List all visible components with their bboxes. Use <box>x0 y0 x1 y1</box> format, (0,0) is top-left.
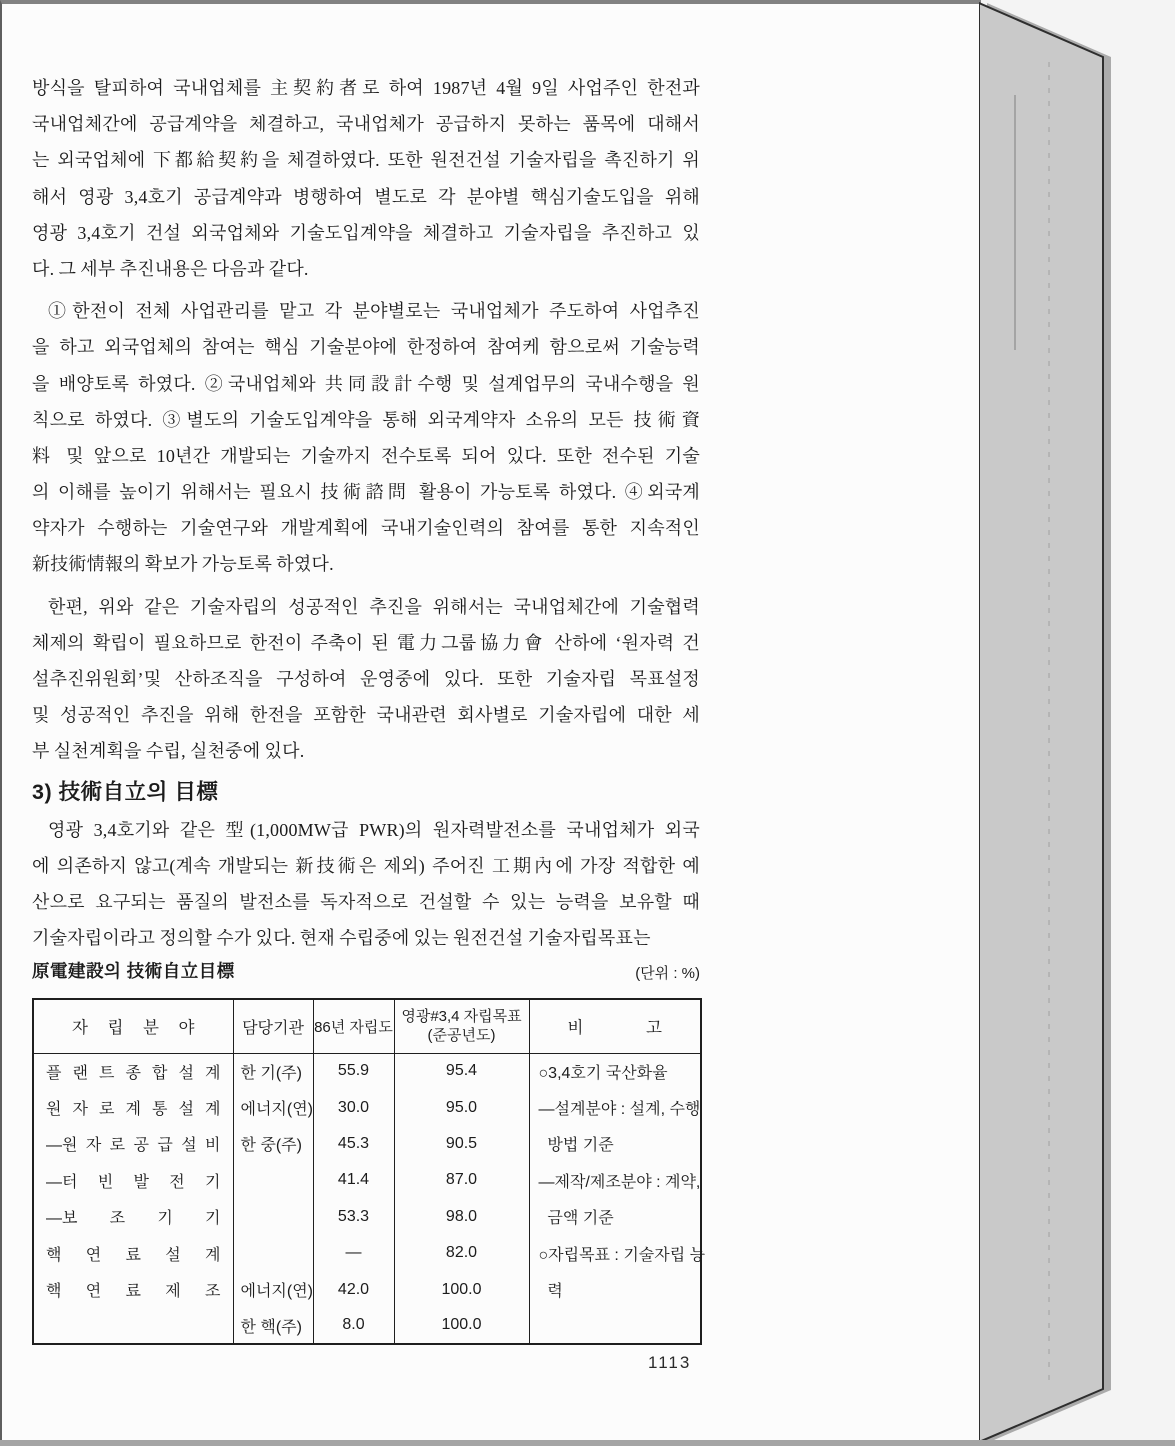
table-cell: ―원 자 로 공 급 설 비 <box>46 1137 221 1155</box>
table-cell <box>33 1308 233 1344</box>
table-cell: 95.0 <box>394 1089 529 1125</box>
table-caption-row <box>32 958 700 983</box>
table-cell: 53.3 <box>313 1199 394 1235</box>
text-line: 기술자립이라고 정의할 수가 있다. 현재 수립중에 있는 원전건설 기술자립목표는 <box>32 928 651 949</box>
table-cell: 87.0 <box>394 1162 529 1198</box>
book-edge-pages <box>979 3 1103 1442</box>
table-cell: 플 랜 트 종 합 설 계 <box>46 1064 221 1082</box>
text-line: 칙으로 하였다. ③별도의 기술도입계약을 통해 외국계약자 소유의 모든 技術資 <box>32 409 700 430</box>
unit-label: (단위 : %) <box>635 965 700 982</box>
table-cell: 에너지(연) <box>233 1271 313 1307</box>
text-line: 영광 3,4호기 건설 외국업체와 기술도입계약을 체결하고 기술자립을 추진하고 있 <box>32 222 700 243</box>
table-row <box>33 1199 701 1235</box>
table-cell: ―설계분야 : 설계, 수행 <box>529 1089 701 1125</box>
table-header-cell: 담당기관 <box>233 999 313 1053</box>
text-line: 설추진위원회’및 산하조직을 구성하여 운영중에 있다. 또한 기술자립 목표설정 <box>32 669 700 689</box>
text-line: 을 하고 외국업체의 참여는 핵심 기술분야에 한정하여 참여케 함으로써 기술능력 <box>32 337 700 358</box>
text-line: 을 배양토록 하였다. ②국내업체와 共同設計수행 및 설계업무의 국내수행을 원 <box>32 373 700 394</box>
paragraph <box>32 812 700 957</box>
table-cell: 핵 연 료 설 계 <box>46 1246 221 1264</box>
table-cell <box>233 1235 313 1271</box>
table-cell: 력 <box>529 1271 701 1307</box>
text-line: 新技術情報의 확보가 가능토록 하였다. <box>32 554 334 575</box>
table-cell: ―보 조 기 기 <box>46 1210 221 1228</box>
table-cell: 100.0 <box>394 1308 529 1344</box>
table-row <box>33 1053 701 1089</box>
table-cell <box>233 1162 313 1198</box>
table-row <box>33 1089 701 1125</box>
paragraph <box>32 589 700 770</box>
table-cell: 금액 기준 <box>529 1199 701 1235</box>
table-header-cell: 비 고 <box>529 999 701 1053</box>
text-line: 다. 그 세부 추진내용은 다음과 같다. <box>32 258 309 279</box>
paragraph <box>32 70 700 287</box>
table-header-cell: 자 립 분 야 <box>33 999 233 1053</box>
table-cell: 45.3 <box>313 1126 394 1162</box>
table-cell: ― <box>313 1235 394 1271</box>
text-line: 料 및 앞으로 10년간 개발되는 기술까지 전수토록 되어 있다. 또한 전수된 기술 <box>32 445 700 466</box>
table-cell: 방법 기준 <box>529 1126 701 1162</box>
table-cell: 90.5 <box>394 1126 529 1162</box>
table-cell: 한 핵(주) <box>233 1308 313 1344</box>
text-line: 체제의 확립이 필요하므로 한전이 주축이 된 電力그룹協力會 산하에 ‘원자력 건 <box>32 632 700 653</box>
text-line: 해서 영광 3,4호기 공급계약과 병행하여 별도로 각 분야별 핵심기술도입을 위해 <box>32 186 700 207</box>
text-line: 산으로 요구되는 품질의 발전소를 독자적으로 건설할 수 있는 능력을 보유할 때 <box>32 891 700 912</box>
self-reliance-goals-table <box>32 998 706 1345</box>
text-line: 는 외국업체에 下都給契約을 체결하였다. 또한 원전건설 기술자립을 촉진하기 위 <box>32 150 700 171</box>
text-line: 에 의존하지 않고(계속 개발되는 新技術은 제외) 주어진 工期內에 가장 적합한 예 <box>32 855 700 876</box>
table-cell <box>529 1308 701 1344</box>
table-caption: 原電建設의 技術自立目標 <box>32 961 235 981</box>
table-row <box>33 1126 701 1162</box>
table-cell: ○3,4호기 국산화율 <box>529 1053 701 1089</box>
table-header <box>33 999 701 1053</box>
table-cell: 30.0 <box>313 1089 394 1125</box>
table-cell: 82.0 <box>394 1235 529 1271</box>
table-cell: ―제작/제조분야 : 계약, <box>529 1162 701 1198</box>
text-line: 영광 3,4호기와 같은 型(1,000MW급 PWR)의 원자력발전소를 국내업체가 외국 <box>48 819 700 840</box>
table-header-cell: 영광#3,4 자립목표 (준공년도) <box>394 999 529 1053</box>
table-cell: 한 중(주) <box>233 1126 313 1162</box>
page-number: 1113 <box>648 1353 692 1372</box>
text-line: 부 실천계획을 수립, 실천중에 있다. <box>32 741 305 762</box>
text-line: 의 이해를 높이기 위해서는 필요시 技術諮問 활용이 가능토록 하였다. ④외국계 <box>32 482 700 503</box>
text-line: 및 성공적인 추진을 위해 한전을 포함한 국내관련 회사별로 기술자립에 대한 세 <box>32 705 700 726</box>
text-line: 국내업체간에 공급계약을 체결하고, 국내업체가 공급하지 못하는 품목에 대해서 <box>32 114 700 135</box>
table-cell: 55.9 <box>313 1053 394 1089</box>
table-cell: 41.4 <box>313 1162 394 1198</box>
table-cell: 42.0 <box>313 1271 394 1307</box>
text-line: 약자가 수행하는 기술연구와 개발계획에 국내기술인력의 참여를 통한 지속적인 <box>32 518 700 539</box>
table-cell: 원 자 로 계 통 설 계 <box>46 1101 221 1119</box>
table-row <box>33 1162 701 1198</box>
body-text <box>32 70 700 956</box>
table-cell: ○자립목표 : 기술자립 능 <box>529 1235 701 1271</box>
section-heading: 3) 技術自立의 目標 <box>32 779 219 804</box>
text-line: 방식을 탈피하여 국내업체를 主契約者로 하여 1987년 4월 9일 사업주인 한전과 <box>32 78 700 98</box>
table-cell: 100.0 <box>394 1271 529 1307</box>
table-cell: 에너지(연) <box>233 1089 313 1125</box>
text-line: 한편, 위와 같은 기술자립의 성공적인 추진을 위해서는 국내업체간에 기술협력 <box>48 596 700 617</box>
text-line: ①한전이 전체 사업관리를 맡고 각 분야별로는 국내업체가 주도하여 사업추진 <box>48 301 700 322</box>
table-cell: 95.4 <box>394 1053 529 1089</box>
paragraph <box>32 293 700 583</box>
table-cell: 한 기(주) <box>233 1053 313 1089</box>
table-row <box>33 1308 701 1344</box>
book-page-edge-graphic <box>979 0 1175 1446</box>
table-header-cell: 86년 자립도 <box>313 999 394 1053</box>
scan-bottom-edge <box>0 1440 1175 1446</box>
table-cell: 핵 연 료 제 조 <box>46 1283 221 1301</box>
table-cell: ―터 빈 발 전 기 <box>46 1173 221 1191</box>
table-cell <box>233 1199 313 1235</box>
table-row <box>33 1235 701 1271</box>
table-body <box>33 1053 706 1344</box>
table-cell: 98.0 <box>394 1199 529 1235</box>
table-row <box>33 1271 701 1307</box>
table-cell: 8.0 <box>313 1308 394 1344</box>
